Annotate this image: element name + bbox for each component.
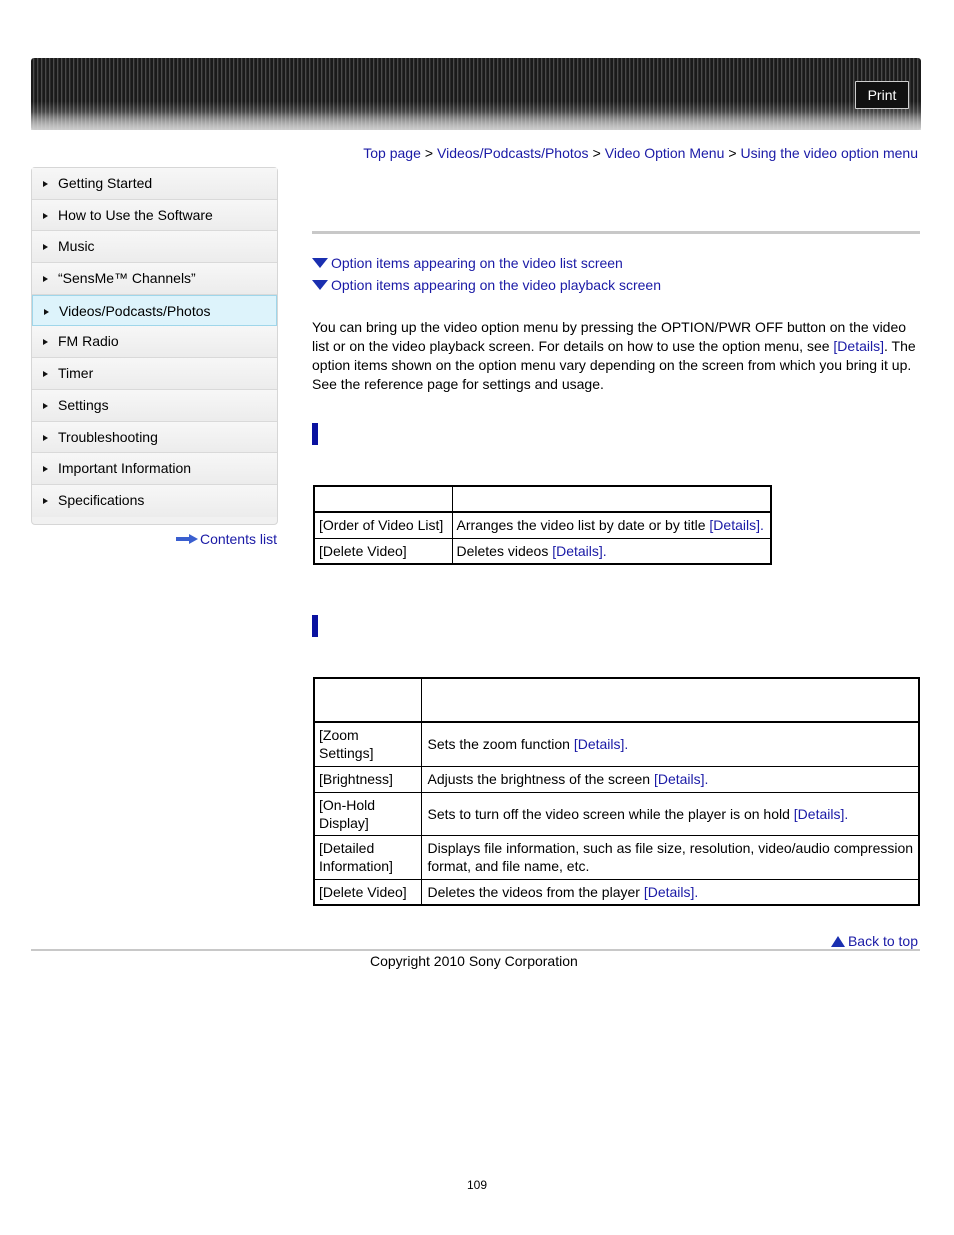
table-header-cell bbox=[314, 486, 452, 512]
option-item-description bbox=[421, 766, 919, 792]
arrow-right-icon bbox=[176, 534, 198, 544]
toc-link-video-list-screen[interactable]: Option items appearing on the video list screen bbox=[331, 255, 623, 271]
triangle-down-icon bbox=[312, 258, 328, 268]
triangle-down-icon bbox=[312, 280, 328, 290]
title-divider bbox=[312, 231, 920, 234]
description-text: Adjusts the brightness of the screen bbox=[427, 771, 654, 787]
description-tail: . bbox=[760, 517, 764, 534]
breadcrumb-separator: > bbox=[424, 145, 434, 161]
option-item-description bbox=[452, 512, 771, 538]
sidebar-item-label: Troubleshooting bbox=[58, 428, 158, 445]
details-link[interactable]: [Details] bbox=[643, 883, 695, 900]
section-marker bbox=[312, 615, 318, 637]
section-links bbox=[312, 255, 661, 299]
table-header-cell bbox=[452, 486, 771, 512]
sidebar-item-label: How to Use the Software bbox=[58, 206, 213, 223]
description-tail: . bbox=[624, 736, 629, 753]
details-link[interactable]: [Details] bbox=[552, 542, 603, 559]
sidebar-item-specifications[interactable] bbox=[32, 485, 277, 517]
description-text: Deletes videos bbox=[456, 542, 553, 559]
breadcrumb-video-option-menu[interactable]: Video Option Menu bbox=[604, 145, 725, 161]
table-row bbox=[314, 879, 919, 905]
option-item-name: [Order of Video List] bbox=[314, 512, 452, 538]
option-item-description bbox=[421, 792, 919, 835]
arrow-right-icon bbox=[43, 181, 48, 187]
option-item-description bbox=[452, 538, 771, 564]
option-item-description bbox=[421, 879, 919, 905]
sidebar-item-videos-podcasts-photos[interactable] bbox=[32, 295, 277, 327]
description-text: Deletes the videos from the player bbox=[427, 883, 644, 900]
table-row bbox=[314, 792, 919, 835]
arrow-right-icon bbox=[43, 498, 48, 504]
footer-divider bbox=[31, 949, 920, 951]
sidebar-item-label: Timer bbox=[58, 365, 94, 382]
table-header-cell bbox=[421, 678, 919, 722]
table-header-row bbox=[314, 678, 919, 722]
arrow-right-icon bbox=[43, 213, 48, 219]
description-text: Sets to turn off the video screen while the player is on hold bbox=[427, 805, 794, 822]
triangle-up-icon bbox=[831, 936, 845, 947]
video-list-options-table bbox=[313, 485, 772, 565]
option-item-name: [Delete Video] bbox=[314, 879, 421, 905]
intro-text: You can bring up the video option menu by pressing the OPTION/PWR OFF button on the video list or on the video playback screen. For details on how to use the option menu, see bbox=[312, 319, 907, 354]
breadcrumb-current-page[interactable]: Using the video option menu bbox=[740, 145, 918, 161]
option-item-name: [Brightness] bbox=[314, 766, 421, 792]
table-row bbox=[314, 512, 771, 538]
header-banner bbox=[31, 58, 921, 130]
intro-text: . The option items shown on the option menu vary depending on the screen from which you bring it up. See the reference page for settings and usage. bbox=[312, 338, 916, 392]
arrow-right-icon bbox=[44, 309, 49, 315]
description-tail: . bbox=[704, 771, 709, 787]
option-item-name: [Detailed Information] bbox=[314, 835, 421, 879]
sidebar-item-label: “SensMe™ Channels” bbox=[58, 270, 196, 287]
breadcrumb bbox=[363, 145, 918, 161]
sidebar-item-troubleshooting[interactable] bbox=[32, 422, 277, 454]
contents-list-link[interactable] bbox=[176, 531, 277, 547]
description-text: Sets the zoom function bbox=[427, 736, 574, 753]
toc-item[interactable] bbox=[312, 255, 661, 277]
sidebar-item-music[interactable] bbox=[32, 231, 277, 263]
sidebar-item-important-information[interactable] bbox=[32, 453, 277, 485]
sidebar-nav bbox=[31, 167, 278, 525]
description-tail: . bbox=[844, 805, 849, 822]
description-text: Arranges the video list by date or by title bbox=[456, 517, 710, 534]
table-row bbox=[314, 722, 919, 766]
sidebar-item-label: Important Information bbox=[58, 460, 192, 477]
sidebar-item-label: Settings bbox=[58, 396, 109, 413]
table-header-row bbox=[314, 486, 771, 512]
table-row bbox=[314, 538, 771, 564]
sidebar-item-timer[interactable] bbox=[32, 358, 277, 390]
description-text: Displays file information, such as file size, resolution, video/audio compression format, and file name, etc. bbox=[427, 840, 914, 874]
breadcrumb-separator: > bbox=[728, 145, 737, 161]
details-link[interactable]: [Details] bbox=[653, 771, 705, 787]
contents-list-label: Contents list bbox=[199, 531, 277, 547]
sidebar-item-fm-radio[interactable] bbox=[32, 326, 277, 358]
option-item-name: [On-Hold Display] bbox=[314, 792, 421, 835]
intro-paragraph bbox=[312, 318, 924, 394]
details-link[interactable]: [Details] bbox=[573, 736, 625, 753]
arrow-right-icon bbox=[43, 371, 48, 377]
sidebar-item-label: Videos/Podcasts/Photos bbox=[59, 302, 211, 319]
sidebar-item-label: FM Radio bbox=[58, 333, 119, 350]
arrow-right-icon bbox=[43, 466, 48, 472]
details-link[interactable]: [Details] bbox=[709, 517, 760, 534]
table-row bbox=[314, 766, 919, 792]
section-marker bbox=[312, 423, 318, 445]
details-link[interactable]: [Details] bbox=[793, 805, 845, 822]
page-number: 109 bbox=[466, 1178, 488, 1192]
sidebar-item-label: Specifications bbox=[58, 491, 145, 508]
option-item-description bbox=[421, 835, 919, 879]
option-item-name: [Zoom Settings] bbox=[314, 722, 421, 766]
arrow-right-icon bbox=[43, 435, 48, 441]
breadcrumb-separator: > bbox=[592, 145, 601, 161]
print-button[interactable]: Print bbox=[855, 81, 909, 109]
arrow-right-icon bbox=[43, 244, 48, 250]
sidebar-item-settings[interactable] bbox=[32, 390, 277, 422]
video-playback-options-table bbox=[313, 677, 920, 906]
sidebar-item-how-to-use-software[interactable] bbox=[32, 200, 277, 232]
back-to-top-label: Back to top bbox=[847, 933, 918, 949]
arrow-right-icon bbox=[43, 403, 48, 409]
sidebar-item-label: Music bbox=[58, 238, 95, 255]
back-to-top-link[interactable] bbox=[831, 933, 918, 949]
arrow-right-icon bbox=[43, 276, 48, 282]
toc-link-video-playback-screen[interactable]: Option items appearing on the video playback screen bbox=[331, 277, 661, 293]
sidebar-item-getting-started[interactable] bbox=[32, 168, 277, 200]
option-item-description bbox=[421, 722, 919, 766]
breadcrumb-videos-podcasts-photos[interactable]: Videos/Podcasts/Photos bbox=[437, 145, 589, 161]
copyright: Copyright 2010 Sony Corporation bbox=[370, 953, 578, 969]
description-tail: . bbox=[694, 883, 699, 900]
table-row bbox=[314, 835, 919, 879]
option-item-name: [Delete Video] bbox=[314, 538, 452, 564]
toc-item[interactable] bbox=[312, 277, 661, 299]
table-header-cell bbox=[314, 678, 421, 722]
breadcrumb-top-page[interactable]: Top page bbox=[363, 145, 421, 161]
sidebar-item-sensme-channels[interactable] bbox=[32, 263, 277, 295]
details-link[interactable]: [Details] bbox=[833, 338, 884, 354]
sidebar-item-label: Getting Started bbox=[58, 175, 153, 191]
arrow-right-icon bbox=[43, 339, 48, 345]
description-tail: . bbox=[602, 542, 607, 559]
